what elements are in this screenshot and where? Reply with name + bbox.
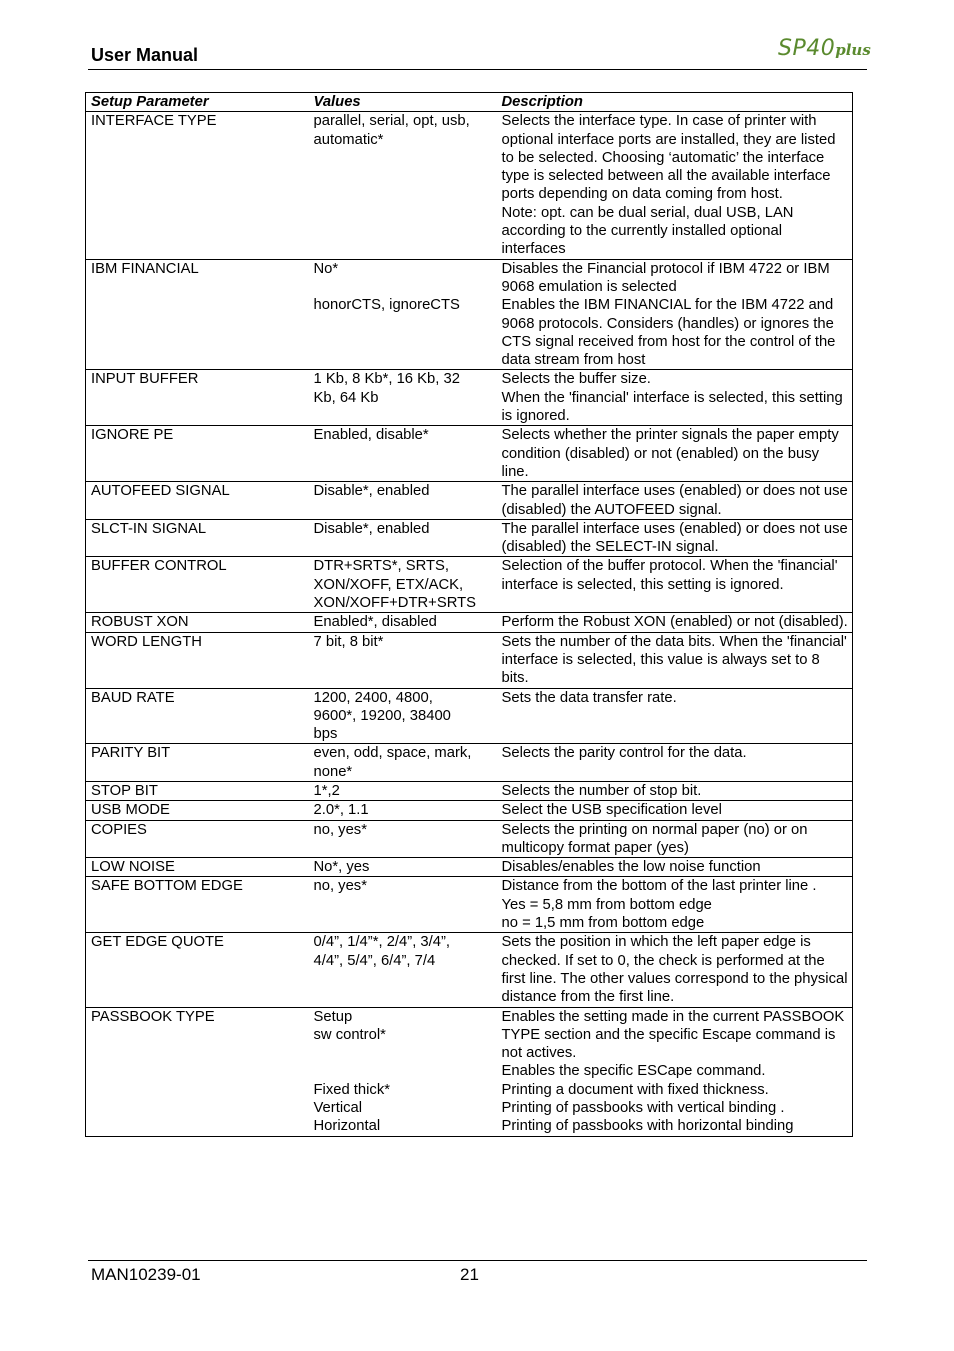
table-row <box>86 744 853 782</box>
description-cell: The parallel interface uses (enabled) or does not use (disabled) the AUTOFEED signal. <box>497 482 853 520</box>
values-cell: Setup sw control* Fixed thick* Vertical Horizontal <box>309 1007 497 1136</box>
description-cell: Selects the interface type. In case of printer with optional interface ports are installed, they are listed to be selected. Choosing ‘automatic’ the interface type is selected between all the available interface ports depending on data coming from host. Note: opt. can be dual serial, dual USB, LAN according to the currently installed optional interfaces <box>497 112 853 259</box>
values-cell: 1200, 2400, 4800, 9600*, 19200, 38400 bps <box>309 688 497 744</box>
description-cell: The parallel interface uses (enabled) or does not use (disabled) the SELECT-IN signal. <box>497 519 853 557</box>
table-row <box>86 632 853 688</box>
table-row <box>86 426 853 482</box>
values-cell: DTR+SRTS*, SRTS, XON/XOFF, ETX/ACK, XON/XOFF+DTR+SRTS <box>309 557 497 613</box>
document-code: MAN10239-01 <box>91 1265 201 1284</box>
table-body <box>86 112 853 1136</box>
description-cell: Selects the number of stop bit. <box>497 781 853 800</box>
setup-parameter-table <box>85 92 853 1137</box>
values-cell: even, odd, space, mark, none* <box>309 744 497 782</box>
table-row <box>86 482 853 520</box>
table-row <box>86 820 853 858</box>
parameter-cell: BUFFER CONTROL <box>86 557 309 613</box>
table-header-row <box>86 93 853 112</box>
column-header-description: Description <box>497 93 853 112</box>
parameter-cell: ROBUST XON <box>86 613 309 632</box>
table-row <box>86 877 853 933</box>
footer-divider <box>88 1260 867 1261</box>
table-row <box>86 933 853 1007</box>
description-cell: Select the USB specification level <box>497 801 853 820</box>
values-cell: No* honorCTS, ignoreCTS <box>309 259 497 370</box>
values-cell: no, yes* <box>309 820 497 858</box>
parameter-cell: STOP BIT <box>86 781 309 800</box>
table-row <box>86 613 853 632</box>
description-cell: Selection of the buffer protocol. When the 'financial' interface is selected, this setting is ignored. <box>497 557 853 613</box>
setup-parameter-table-container <box>85 92 852 1137</box>
table-row <box>86 112 853 259</box>
parameter-cell: INTERFACE TYPE <box>86 112 309 259</box>
values-cell: 1*,2 <box>309 781 497 800</box>
header-divider <box>88 69 867 70</box>
description-cell: Disables/enables the low noise function <box>497 858 853 877</box>
description-cell: Selects the printing on normal paper (no) or on multicopy format paper (yes) <box>497 820 853 858</box>
description-cell: Enables the setting made in the current PASSBOOK TYPE section and the specific Escape command is not actives. Enables the specific ESCape command. Printing a document with fixed thickness. Printing of passbooks with vertical binding . Printing of passbooks with horizontal binding <box>497 1007 853 1136</box>
values-cell: Disable*, enabled <box>309 482 497 520</box>
brand-logo <box>778 36 871 61</box>
parameter-cell: AUTOFEED SIGNAL <box>86 482 309 520</box>
column-header-parameter: Setup Parameter <box>86 93 309 112</box>
values-cell: No*, yes <box>309 858 497 877</box>
description-cell: Selects the parity control for the data. <box>497 744 853 782</box>
table-row <box>86 519 853 557</box>
table-row <box>86 557 853 613</box>
values-cell: 7 bit, 8 bit* <box>309 632 497 688</box>
table-row <box>86 688 853 744</box>
parameter-cell: PARITY BIT <box>86 744 309 782</box>
table-row <box>86 801 853 820</box>
parameter-cell: GET EDGE QUOTE <box>86 933 309 1007</box>
column-header-values: Values <box>309 93 497 112</box>
logo-sub-text: plus <box>835 41 871 59</box>
values-cell: 1 Kb, 8 Kb*, 16 Kb, 32 Kb, 64 Kb <box>309 370 497 426</box>
parameter-cell: USB MODE <box>86 801 309 820</box>
parameter-cell: COPIES <box>86 820 309 858</box>
values-cell: 2.0*, 1.1 <box>309 801 497 820</box>
header-title: User Manual <box>91 45 199 65</box>
description-cell: Sets the position in which the left paper edge is checked. If set to 0, the check is performed at the first line. The other values correspond to the physical distance from the first line. <box>497 933 853 1007</box>
table-row <box>86 370 853 426</box>
values-cell: Enabled*, disabled <box>309 613 497 632</box>
parameter-cell: IBM FINANCIAL <box>86 259 309 370</box>
description-cell: Sets the data transfer rate. <box>497 688 853 744</box>
parameter-cell: SAFE BOTTOM EDGE <box>86 877 309 933</box>
logo-main-text: SP40 <box>778 36 836 61</box>
description-cell: Perform the Robust XON (enabled) or not (disabled). <box>497 613 853 632</box>
parameter-cell: SLCT-IN SIGNAL <box>86 519 309 557</box>
description-cell: Disables the Financial protocol if IBM 4722 or IBM 9068 emulation is selected Enables the IBM FINANCIAL for the IBM 4722 and 9068 protocols. Considers (handles) or ignores the CTS signal received from host for the control of the data stream from host <box>497 259 853 370</box>
values-cell: 0/4”, 1/4”*, 2/4”, 3/4”, 4/4”, 5/4”, 6/4”, 7/4 <box>309 933 497 1007</box>
values-cell: Disable*, enabled <box>309 519 497 557</box>
table-row <box>86 781 853 800</box>
values-cell: Enabled, disable* <box>309 426 497 482</box>
parameter-cell: PASSBOOK TYPE <box>86 1007 309 1136</box>
table-row <box>86 1007 853 1136</box>
parameter-cell: INPUT BUFFER <box>86 370 309 426</box>
parameter-cell: IGNORE PE <box>86 426 309 482</box>
table-row <box>86 858 853 877</box>
values-cell: parallel, serial, opt, usb, automatic* <box>309 112 497 259</box>
parameter-cell: WORD LENGTH <box>86 632 309 688</box>
table-row <box>86 259 853 370</box>
parameter-cell: LOW NOISE <box>86 858 309 877</box>
parameter-cell: BAUD RATE <box>86 688 309 744</box>
description-cell: Selects the buffer size. When the 'financial' interface is selected, this setting is ignored. <box>497 370 853 426</box>
description-cell: Selects whether the printer signals the paper empty condition (disabled) or not (enabled) on the busy line. <box>497 426 853 482</box>
description-cell: Sets the number of the data bits. When the 'financial' interface is selected, this value is always set to 8 bits. <box>497 632 853 688</box>
description-cell: Distance from the bottom of the last printer line . Yes = 5,8 mm from bottom edge no = 1,5 mm from bottom edge <box>497 877 853 933</box>
values-cell: no, yes* <box>309 877 497 933</box>
page-number: 21 <box>460 1265 479 1284</box>
